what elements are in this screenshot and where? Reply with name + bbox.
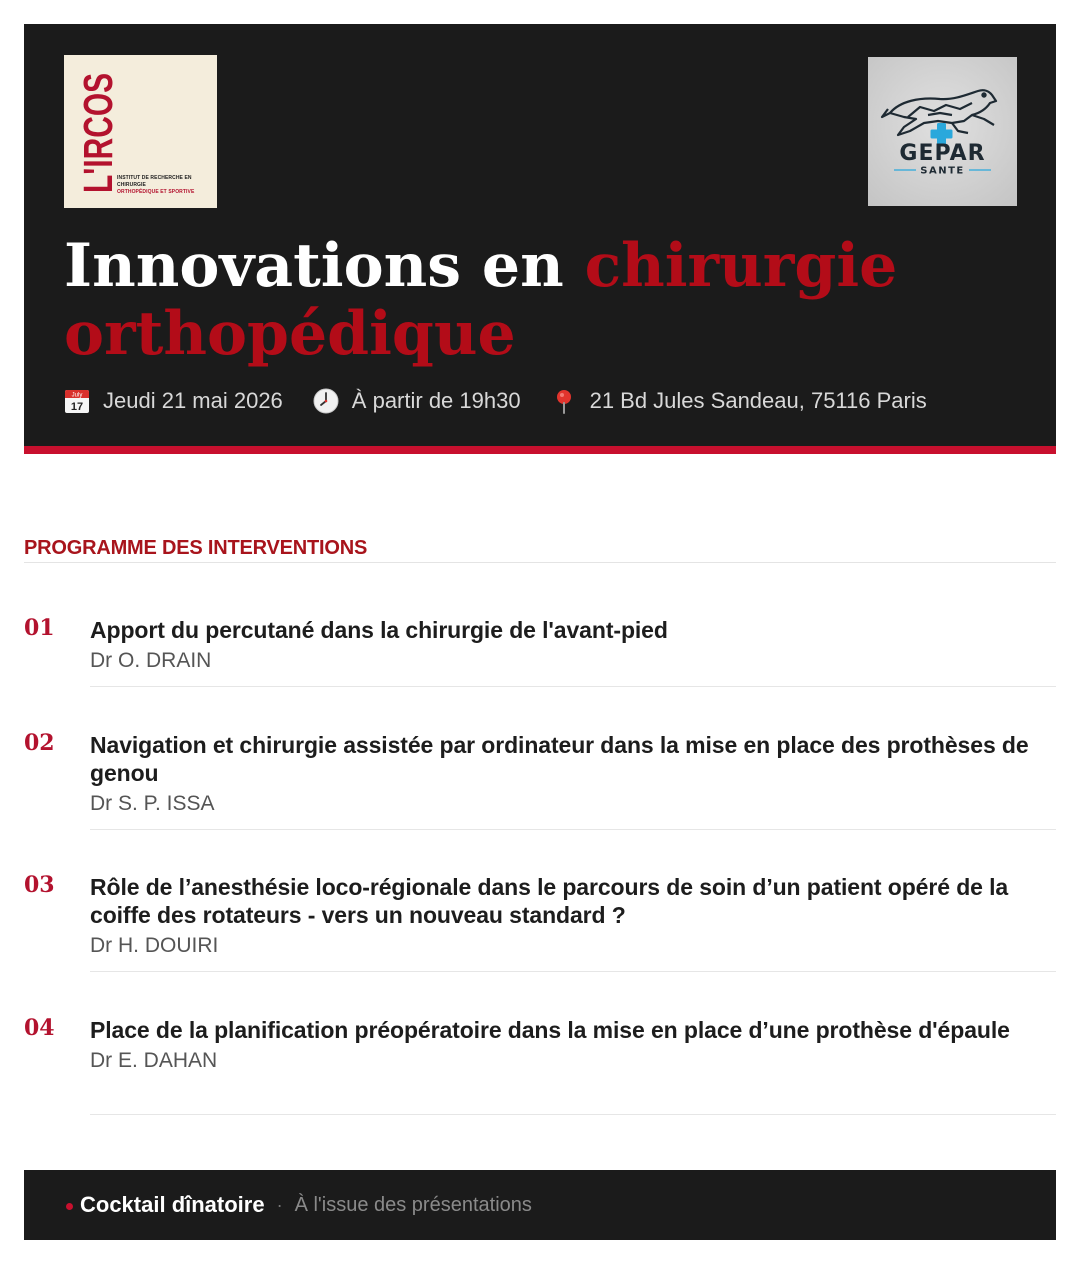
cocktail-banner bbox=[24, 1170, 1056, 1240]
talk-body bbox=[90, 873, 1056, 972]
event-title: Innovations en chirurgie orthopédique bbox=[64, 231, 898, 369]
svg-text:17: 17 bbox=[70, 401, 84, 413]
svg-text:SANTE: SANTE bbox=[920, 165, 965, 177]
talk-title: Rôle de l’anesthésie loco-régionale dans le parcours de soin d’un patient opéré de la coiffe des rotateurs - vers un nouveau standard ? bbox=[90, 874, 1009, 928]
ircos-logo bbox=[64, 28, 217, 208]
event-address: 21 Bd Jules Sandeau, 75116 Paris bbox=[551, 388, 927, 414]
talk-number: 03 bbox=[24, 872, 55, 898]
talk-number: 02 bbox=[24, 730, 55, 756]
talk-speaker: Dr S. P. ISSA bbox=[90, 792, 215, 815]
separator: · bbox=[276, 1194, 283, 1215]
talk-speaker: Dr E. DAHAN bbox=[90, 1049, 218, 1072]
talk-speaker: Dr O. DRAIN bbox=[90, 649, 212, 672]
gepar-logo-graphic bbox=[868, 57, 1017, 206]
talk-body bbox=[90, 616, 1056, 687]
event-header bbox=[24, 24, 1056, 454]
talk-speaker: Dr H. DOUIRI bbox=[90, 934, 219, 957]
program-heading: PROGRAMME DES INTERVENTIONS bbox=[24, 537, 368, 559]
clock-icon bbox=[313, 388, 339, 414]
talk-title: Apport du percutané dans la chirurgie de l'avant-pied bbox=[90, 617, 668, 643]
ircos-subtitle: INSTITUT DE RECHERCHE EN CHIRURGIE ORTHOPÉDIQUE ET SPORTIVE bbox=[117, 175, 195, 195]
calendar-icon bbox=[64, 388, 90, 414]
event-meta bbox=[64, 386, 957, 416]
talk-number: 04 bbox=[24, 1015, 55, 1041]
cocktail-label: Cocktail dînatoire bbox=[80, 1192, 265, 1217]
talk-body bbox=[90, 1016, 1056, 1115]
svg-text:GEPAR: GEPAR bbox=[899, 141, 986, 166]
event-date: July 17 Jeudi 21 mai 2026 bbox=[64, 388, 283, 414]
svg-text:L'IRCOS: L'IRCOS bbox=[75, 28, 121, 193]
talk-title: Place de la planification préopératoire dans la mise en place d’une prothèse d'épaule bbox=[90, 1017, 1010, 1043]
bullet-dot-icon bbox=[66, 1203, 73, 1210]
event-time: À partir de 19h30 bbox=[313, 388, 521, 414]
gepar-sante-logo bbox=[868, 57, 1017, 206]
talk-number: 01 bbox=[24, 615, 55, 641]
svg-text:July: July bbox=[71, 392, 83, 399]
talk-title: Navigation et chirurgie assistée par ordinateur dans la mise en place des prothèses de genou bbox=[90, 732, 1029, 786]
ircos-wordmark bbox=[75, 28, 121, 195]
talk-body bbox=[90, 731, 1056, 830]
section-divider bbox=[24, 562, 1056, 563]
map-pin-icon bbox=[551, 388, 577, 414]
cocktail-timing: À l'issue des présentations bbox=[294, 1193, 532, 1216]
